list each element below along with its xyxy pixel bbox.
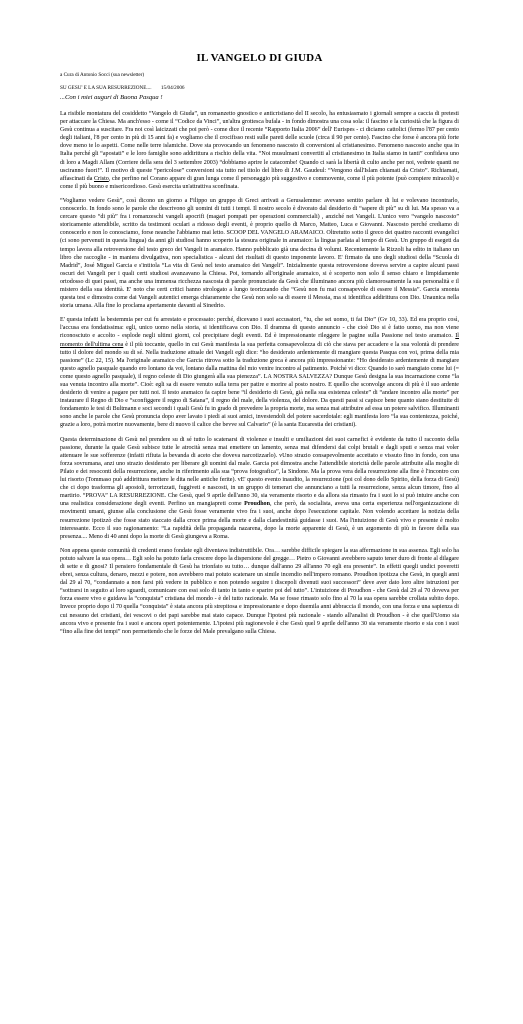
paragraph-4 bbox=[60, 436, 459, 541]
date-text: 15/04/2006 bbox=[160, 85, 185, 91]
paragraph-4-text-a: Questa determinazione di Gesù nel prendere su di sé tutto lo scatenarsi di violenze e insulti e umiliazioni dei suoi carnefici è evidente da tutto il racconto della passione, durante la quale Gesù subisce tutte le atrocità senza mai emettere un lamento, senza mai difendersi dai colpi brutali e dagli sputi e senza mai voler attenuare le sue sofferenze (infatti rifiuta la bevanda di aceto che doveva narcotizzarlo). vUno strazio consapevolmente accettato e vissuto fino in fondo, con una forza sovrumana, anzi uno strazio desiderato per liberare gli uomini dal male. Garcia poi dimostra anche l'attendibile storicità delle parole attribuite alla moglie di Pilato e dei resoconti della resurrezione, anche in riferimento alla sua “prova fotografica”, la Sindone. Ma la prova vera della resurrezione alla fine è l'incontro con lui risorto (Tommaso può addirittura mettere le dita nelle antiche ferite). vE' questo evento inaudito, la resurrezione (poi col dono dello Spirito, della forza di Gesù) che ci dopo trasforma gli apostoli, terrorizzati, fuggiveti e nascosti, in un gruppo di temerari che annunciano a tutti la resurrezione, senza alcun timore, fino al martirio. “PROVA” LA RESURREZIONE. Che Gesù, quel 9 aprile dell'anno 30, sia veramente risorto e da allora sia rimasto fra i suoi lo si può intuire anche con una realistica considerazione degli eventi. Perfino un mangiapreti come bbox=[60, 436, 459, 508]
paragraph-4-text-b: , che però, da socialista, aveva una certa esperienza nell'organizzazione di movimenti umani, giunse alla conclusione che Gesù fosse veramente vivo fra i suoi, anche dopo l'esecuzione capitale. Non volendo accettare la notizia della resurrezione ipotizzò che fosse stato staccato dalla croce prima della morte e dalla clandestinità guidasse i suoi. Ma l'intuizione di Gesù vivo e presente è molto interessante. Ecco il suo ragionamento: “La rapidità della propaganda nazarena, dopo la morte apparente di Gesù, è un argomento di più in favore della sua presenza.... Meno di 40 anni dopo la morte di Gesù giungeva a Roma. bbox=[60, 501, 459, 540]
paragraph-3-text-a: E' questa infatti la bestemmia per cui fu arrestato e processato: perché, dicevano i suoi accusatori, “tu, che sei uomo, ti fai Dio” (Gv 10, 33). Ed era proprio così, l'accusa era fondatissima: egli, unico uomo nella storia, si identificava con Dio. Il dramma di questo annuncio - che cioè Dio si è fatto uomo, ma non viene riconosciuto e accolto - esplode negli ultimi giorni, col precipitare degli eventi. Ed è impressionante rileggere le pagine sulla Passione nel testo aramaico. bbox=[60, 317, 459, 340]
easter-wishes: ...Con i miei auguri di Buona Pasqua ! bbox=[60, 94, 163, 101]
subject-text: SU GESU' E LA SUA RESURREZIONE.... bbox=[60, 85, 152, 91]
paragraph-1 bbox=[60, 110, 459, 191]
ultima-cena-link[interactable]: Il momento dell'ultima cena bbox=[60, 333, 459, 348]
paragraph-3 bbox=[60, 316, 459, 429]
paragraph-3-text-b: è il più toccante, quello in cui Gesù manifesta la sua perfetta consapevolezza di ciò che stava per accadere e la sua volontà di prendere tutto il dolore del mondo su di sé. Nella traduzione attuale dei Vangeli egli dice: “ho desiderato ardentemente di mangiare questa Pasqua con voi, prima della mia passione” (Lc 22, 15). Ma l'originale aramaico che Garcia ritrova sotto la traduzione greca è ancora più impressionante: “Ho desiderato ardentemente di mangiare questo agnello pasquale quando ero lontano da voi, lontano dalla mattina del mio venire incontro al patimento. Poiché vi dico: Quando io sarò mangiato come lui (= come questo agnello pasquale), il regno celeste di Dio giungerà alla sua pienezza”. LA NOSTRA SALVEZZA? Dunque Gesù designa la sua incarnazione come “la sua venuta incontro alla morte”. Cioè: egli sa di essere venuto sulla terra per patire e morire al posto nostro. E quello che sconvolge ancora di più è il suo ardente desiderio di venire a pagare per tutti noi. Il testo aramaico fa capire bene “il desiderio di Gesù, già nella sua esistenza celeste” di “andare incontro alla morte” per instaurare il Regno di Dio e “sconfiggere il regno di Satana”, il regno del male, della violenza, del dolore. Da questi passi si capisce bene quanto siano destituite di fondamento le tesi di Bultmann e soci secondi i quali Gesù fu in grado di prevedere la propria morte, ma senza mai attribuire ad essa un potere salvifico. Illuminanti sono anche le parole che Gesù pronuncia dopo aver lavato i piedi ai suoi amici, investendoli del potere sacerdotale: egli manifesta loro “la sua contentezza, poiché, grazie a loro, potrà morire nuovamente, bere di nuovo il calice che bevve sul Calvario” (è la santa Eucarestia dei cristiani). bbox=[60, 341, 459, 429]
subject-line bbox=[60, 85, 459, 92]
curator-line: a Cura di Antonio Socci (sua newsletter) bbox=[60, 72, 145, 78]
proudhon-bold: Proudhon bbox=[244, 501, 270, 508]
paragraph-1-text-b: , che perfino nel Corano appare di gran lunga come il personaggio più suggestivo e commovente, come il più potente (può compiere miracoli) e come il più buono e misericordioso. Gesù esercita un'attrattiva sconfinata. bbox=[60, 175, 459, 190]
paragraph-1-text-a: La risibile montatura del cosiddetto “Vangelo di Giuda”, un romanzetto gnostico e anticristiano del II secolo, ha entusiasmato i giornali sempre a caccia di pretesti per attaccare la Chiesa. Ma anch'esso - come il “Codice da Vinci”, un'altra grottesca bufala - in fondo dimostra una cosa sola: il fascino e la curiosità che la figura di Gesù continua a suscitare. Fra noi così laicizzati che poi però - come dice il recente “Rapporto Italia 2006” dell' Eurispes - ci diciamo cattolici (fermo l'87 per cento degli italiani, l'8 per cento in più di 15 anni fa) e vogliamo che il crocifisso resti sulle pareti delle scuole (circa il 90 per cento). Fascino che forse è ancora più forte dove meno te lo aspetti. Come nelle terre islamiche. Dove sta provocando un fenomeno nascosto di conversioni al cristianesimo. Fenomeno nascosto anche qua in Italia perché gli “apostati” e le loro famiglie sono addirittura a rischio della vita. “Noi musulmani convertiti al cristianesimo in Italia siamo in tanti” confidava uno di loro a Magdi Allam (Corriere della sera del 3 settembre 2003) “dobbiamo aprire le catacombe! Quando ci sarà la libertà di culto anche per noi, vedrete quanti ne usciranno fuori!”. Il motivo di queste “pericolose” conversioni sta tutto nel titolo del libro di J.M. Gaudeul: “Vengono dall'Islam chiamati da Cristo”. Richiamati, affascinati da bbox=[60, 111, 459, 182]
paragraph-5-text: Non appena queste comunità di credenti erano fondate egli diventava indistruttibile. Ora… sarebbe difficile spiegare la sua affermazione in sua assenza. Egli solo ha potuto salvare la sua opera… Egli solo ha potuto farla crescere dopo la dispersione del gregge… Pietro o Giovanni avrebbero saputo tener duro di fronte al dilagare di sette e di gnosi? Il pensiero fondamentale di Gesù ha trionfato su tutto… dunque dall'anno 29 all'anno 70 egli era presente”. In effetti quegli undici poveretti ebrei, senza cultura, denaro, mezzi e potere, non avrebbero mai potuto scatenare un simile incendio nell'impero romano. Proudhon ipotizza che Gesù, in quegli anni dal 29 al 70, “condannato a non farsi più vedere in pubblico e non potendo seguire i discepoli divenuti suoi successori” deve aver dato loro altre istruzioni per “sottrarsi in seguito ai loro sguardi, comunicare con essi solo di tanto in tanto e sparire poi del tutto”. L'intuizione di Proudhon - che Gesù dal 29 al 70 doveva per forza essere vivo e guidava la “conquista” cristiana del mondo - è del tutto razionale. Ma se fosse rimasto solo fino al 70 la sua opera sarebbe crollata subito dopo. Invece proprio dopo il 70 quella “conquista” è stata ancora più strepitosa e impressionante e dopo duemila anni abbraccia il mondo, con una forza e una sapienza di cui nessuno dei cristiani, dei vescovi o dei papi sarebbe mai stato capace. Dunque l'ipotesi più razionale - stando all'analisi di Proudhon - è che quell'Uomo sia ancora vivo e presente fra i suoi e ancora operi potentemente. L'ipotesi più ragionevole è che Gesù quel 9 aprile dell'anno 30 sia veramente risorto e sia con i suoi “fino alla fine dei tempi” non permettendo che le forze del Male prevalgano sulla Chiesa. bbox=[60, 547, 459, 635]
page-title: IL VANGELO DI GIUDA bbox=[196, 52, 323, 64]
paragraph-2 bbox=[60, 197, 459, 310]
paragraph-2-text: “Vogliamo vedere Gesù”, così dicono un giorno a Filippo un gruppo di Greci arrivati a Gerusalemme: avevano sentito parlare di lui e volevano incontrarlo, conoscerlo. In fondo sono le parole che descrivono gli uomini di tutti i tempi. Il nostro secolo è divorato dal desiderio di “sapere di più” su di lui. Ma spesso va a cercare questo “di più” fra i romanzeschi vangeli apocrifi (magari pompati per operazioni commerciali) , anziché nei Vangeli. L'unico vero “vangelo nascosto” storicamente attendibile, scritto da testimoni oculari a ridosso degli eventi, è proprio quello di Marco, Matteo, Luca e Giovanni. Nascosto perché crediamo di conoscerlo e non lo conosciamo, forse neanche l'abbiamo mai letto. SCOOP DEL VANGELO ARAMAICO. Oltretutto sotto il greco dei quattro racconti evangelici (ci sono pervenuti in questa lingua) da anni gli studiosi hanno scoperto la stesura originale in aramaico: la lingua parlata al tempo di Gesù. Un gruppo di esegeti da tempo lavora alla retroversione del testo greco dei Vangeli in aramaico. Hanno pubblicato già una decina di volumi. Recentemente la Rizzoli ha edito in italiano un libro che raccoglie - in maniera divulgativa, non specialistica - alcuni dei risultati di questo imponente lavoro. E' firmato da uno degli studiosi della “Scuola di Madrid”, José Miguel Garcia e s'intitola “La vita di Gesù nel testo aramaico dei Vangeli”. Inizialmente questa retroversione doveva servire a capire alcuni passi oscuri dei Vangeli per i quali certi studiosi avanzavano la Chiesa. Poi, tornando all'originale aramaico, si è scoperto non solo il senso chiaro e limpidamente ortodosso di quei passi, ma anche una immensa ricchezza nascosta di parole pronunciate da Gesù che illuminano ancora più clamorosamente la sua personalità e il mistero della sua identità. E' noto che certi critici hanno strologato a lungo teorizzando che “Gesù non fu mai consapevole di essere il Messia”. Garcia smonta questa tesi e dimostra come dai Vangeli autentici emerga chiaramente che Gesù non solo sa di essere il Messia, ma si identifica addirittura con Dio. Unaunica nella storia umana. Alla fine lo proclama apertamente davanti al Sinedrio. bbox=[60, 197, 459, 310]
paragraph-5 bbox=[60, 547, 459, 636]
cristo-link[interactable]: Cristo bbox=[94, 175, 109, 182]
